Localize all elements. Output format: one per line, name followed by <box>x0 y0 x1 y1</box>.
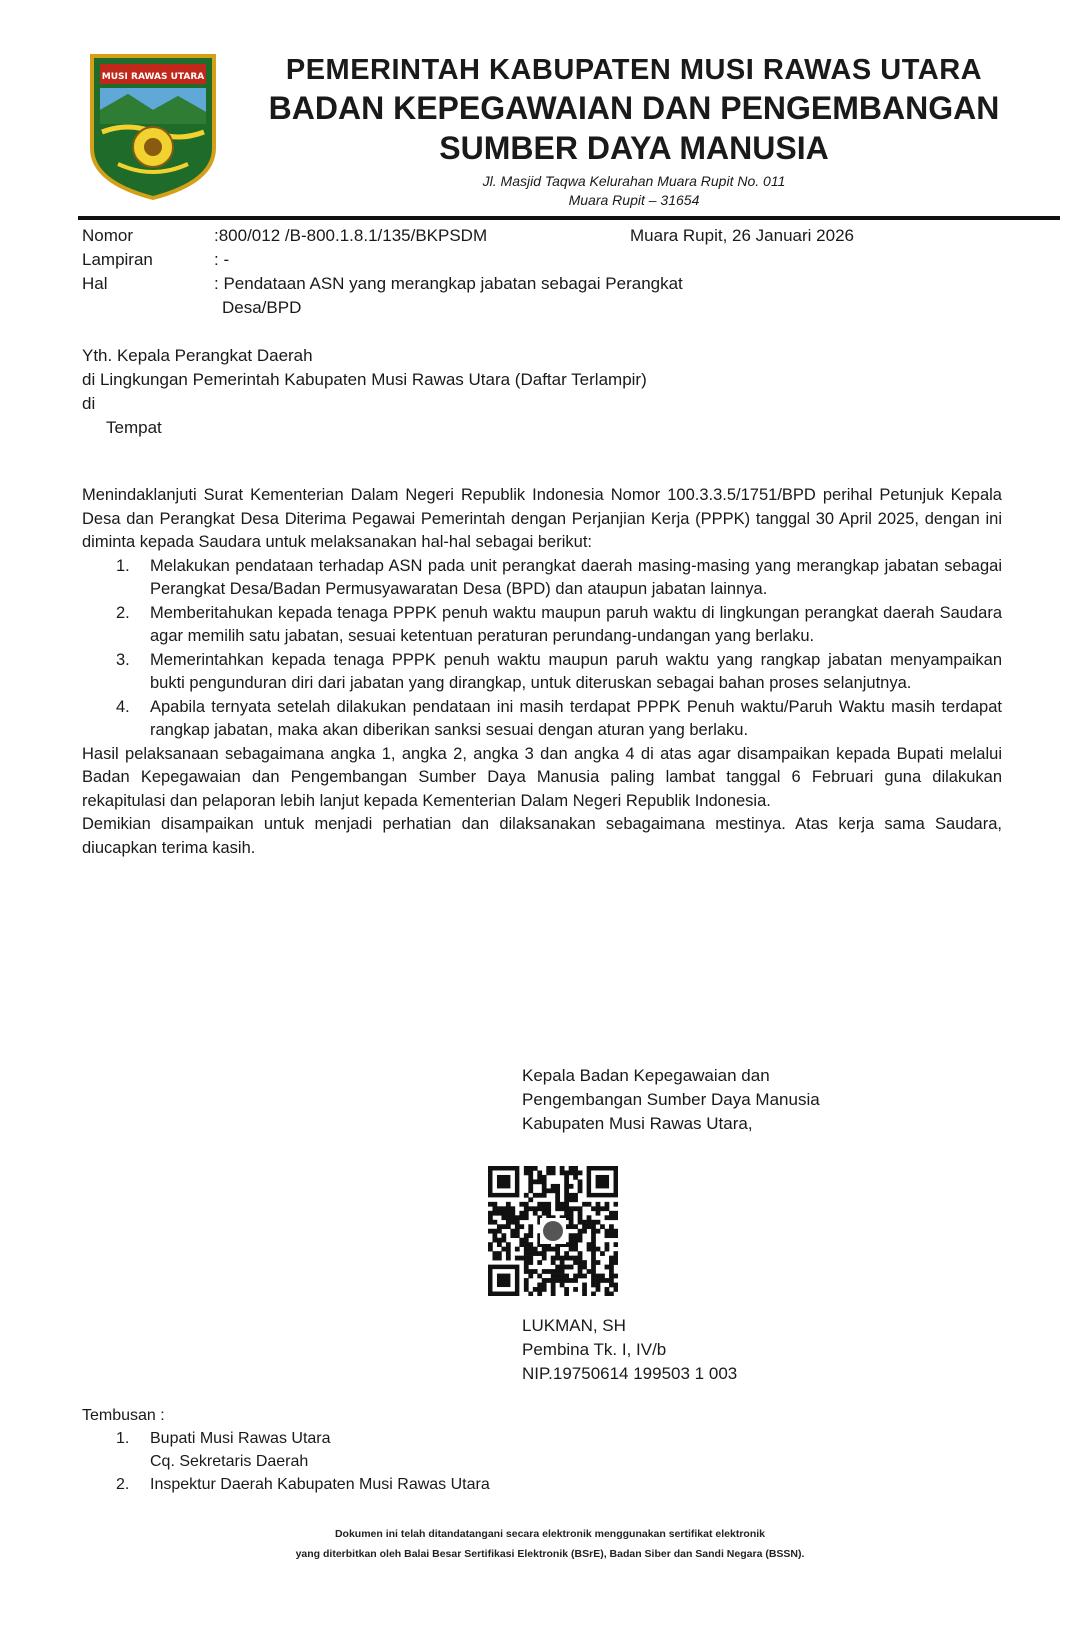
regency-logo <box>88 52 218 202</box>
list-item-text: Memberitahukan kepada tenaga PPPK penuh waktu maupun paruh waktu di lingkungan perangkat daerah Saudara agar memilih satu jabatan, sesuai ketentuan peraturan perundang-undangan yang berlaku. <box>150 603 1002 645</box>
signer-nip: NIP.19750614 199503 1 003 <box>522 1364 738 1383</box>
instruction-list <box>82 555 1002 743</box>
list-item-number: 4. <box>116 697 130 716</box>
nomor-value: :800/012 /B-800.1.8.1/135/BKPSDM <box>214 226 488 245</box>
list-item <box>82 696 1002 743</box>
addressee <box>82 344 647 440</box>
addressee-line-1: Yth. Kepala Perangkat Daerah <box>82 346 313 365</box>
cc-item-line-1: Inspektur Daerah Kabupaten Musi Rawas Utara <box>150 1476 490 1493</box>
signature-title <box>522 1064 820 1136</box>
signature-title-3: Kabupaten Musi Rawas Utara, <box>522 1114 753 1133</box>
carbon-copy <box>82 1404 490 1496</box>
cc-item <box>82 1473 490 1496</box>
list-item <box>82 602 1002 649</box>
letterhead-agency-1: BADAN KEPEGAWAIAN DAN PENGEMBANGAN <box>268 90 1000 126</box>
signer-rank: Pembina Tk. I, IV/b <box>522 1340 667 1359</box>
footer-line-1: Dokumen ini telah ditandatangani secara elektronik menggunakan sertifikat elektronik <box>334 1528 766 1540</box>
lampiran-value: : - <box>214 250 230 269</box>
addressee-line-3: di <box>82 394 96 413</box>
cc-item-number: 1. <box>116 1430 130 1447</box>
nomor-label: Nomor <box>82 226 134 245</box>
letterhead-address-1: Jl. Masjid Taqwa Kelurahan Muara Rupit No. 011 <box>482 173 786 189</box>
cc-item-number: 2. <box>116 1476 130 1493</box>
list-item-text: Apabila ternyata setelah dilakukan pendataan ini masih terdapat PPPK Penuh waktu/Paruh Waktu masih terdapat rangkap jabatan, maka akan diberikan sanksi sesuai dengan aturan yang berlaku. <box>150 697 1002 739</box>
letterhead-agency-2: SUMBER DAYA MANUSIA <box>439 130 829 166</box>
signature-title-2: Pengembangan Sumber Daya Manusia <box>522 1090 820 1109</box>
list-item <box>82 649 1002 696</box>
letter-body <box>82 484 1002 860</box>
letterhead <box>228 52 1040 210</box>
letter-meta <box>82 224 1022 320</box>
footer-line-2: yang diterbitkan oleh Balai Besar Sertifikasi Elektronik (BSrE), Badan Siber dan Sandi Negara (BSSN). <box>295 1548 805 1560</box>
cc-item-line-2: Cq. Sekretaris Daerah <box>150 1453 309 1470</box>
letter-date: Muara Rupit, 26 Januari 2026 <box>630 226 854 245</box>
addressee-line-2: di Lingkungan Pemerintah Kabupaten Musi Rawas Utara (Daftar Terlampir) <box>82 370 647 389</box>
cc-item <box>82 1427 490 1473</box>
cc-list <box>82 1427 490 1496</box>
lampiran-label: Lampiran <box>82 250 153 269</box>
cc-label: Tembusan : <box>82 1407 165 1424</box>
svg-text:MUSI RAWAS UTARA: MUSI RAWAS UTARA <box>101 72 205 82</box>
e-signature-notice <box>150 1524 950 1564</box>
signer-name: LUKMAN, SH <box>522 1316 626 1335</box>
body-intro: Menindaklanjuti Surat Kementerian Dalam Negeri Republik Indonesia Nomor 100.3.3.5/1751/BPD perihal Petunjuk Kepala Desa dan Perangkat Desa Diterima Pegawai Pemerintah dengan Perjanjian Kerja (PPPK) tanggal 30 April 2025, dengan ini diminta kepada Saudara untuk melaksanakan hal-hal sebagai berikut: <box>82 486 1002 551</box>
list-item-text: Melakukan pendataan terhadap ASN pada unit perangkat daerah masing-masing yang merangkap jabatan sebagai Perangkat Desa/Badan Permusyawaratan Desa (BPD) dan ataupun jabatan lainnya. <box>150 556 1002 598</box>
signer <box>522 1314 737 1386</box>
list-item-number: 1. <box>116 556 130 575</box>
list-item-number: 2. <box>116 603 130 622</box>
addressee-line-4: Tempat <box>106 418 162 437</box>
cc-item-line-1: Bupati Musi Rawas Utara <box>150 1430 331 1447</box>
body-closing-1: Hasil pelaksanaan sebagaimana angka 1, angka 2, angka 3 dan angka 4 di atas agar disampaikan kepada Bupati melalui Badan Kepegawaian dan Pengembangan Sumber Daya Manusia paling lambat tanggal 6 Februari guna dilakukan rekapitulasi dan pelaporan lebih lanjut kepada Kementerian Dalam Negeri Republik Indonesia. <box>82 744 1002 810</box>
list-item-number: 3. <box>116 650 130 669</box>
list-item-text: Memerintahkan kepada tenaga PPPK penuh waktu maupun paruh waktu yang rangkap jabatan menyampaikan bukti pengunduran diri dari jabatan yang dirangkap, untuk diteruskan sebagai bahan proses selanjutnya. <box>150 650 1002 692</box>
signature-title-1: Kepala Badan Kepegawaian dan <box>522 1066 770 1085</box>
letterhead-government: PEMERINTAH KABUPATEN MUSI RAWAS UTARA <box>285 54 983 86</box>
list-item <box>82 555 1002 602</box>
hal-label: Hal <box>82 274 108 293</box>
qr-code <box>488 1166 618 1296</box>
hal-value: : Pendataan ASN yang merangkap jabatan sebagai Perangkat <box>214 274 683 293</box>
body-closing-2: Demikian disampaikan untuk menjadi perhatian dan dilaksanakan sebagaimana mestinya. Atas kerja sama Saudara, diucapkan terima kasih. <box>82 815 1002 857</box>
hal-value-cont: Desa/BPD <box>222 298 302 317</box>
letterhead-address-2: Muara Rupit – 31654 <box>568 192 700 208</box>
letterhead-divider <box>78 216 1060 220</box>
